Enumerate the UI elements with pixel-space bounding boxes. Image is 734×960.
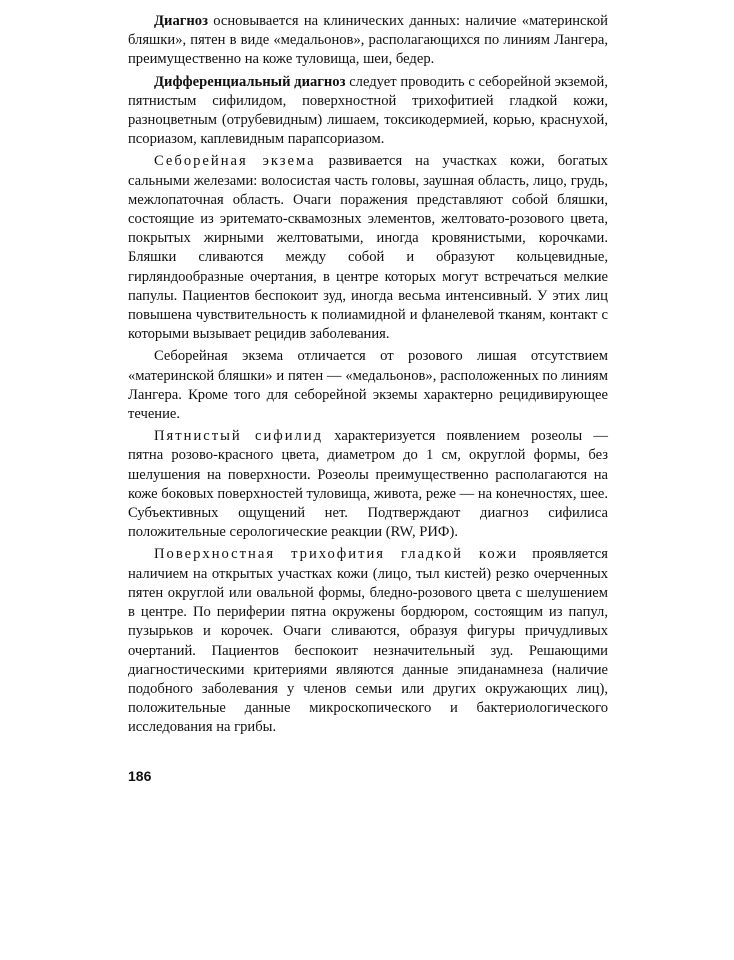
term-superficial-trichophytosis: Поверхностная трихофития гладкой кожи xyxy=(154,546,519,563)
paragraph-text: развивается на участках кожи, богатых сальными железами: волосистая часть головы, заушная область, лицо, грудь, межлопаточная область. Очаги поражения представляют собой бляшки, состоящие из эритемато-сквамозных элементов, желтовато-розового цвета, покрытых жирными желтоватыми, иногда кровянистыми, корочками. Бляшки сливаются между собой и образуют кольцевидные, гирляндообразные очертания, в центре которых могут встречаться мелкие папулы. Пациентов беспокоит зуд, иногда весьма интенсивный. У этих лиц повышена чувствительность к полиамидной и фланелевой тканям, контакт с которыми вызывает рецидив заболевания. xyxy=(128,153,608,343)
paragraph-diagnosis xyxy=(128,12,608,70)
paragraph-seborrheic-eczema-difference xyxy=(128,347,608,424)
paragraph-text: следует проводить с себорейной экземой, пятнистым сифилидом, поверхностной трихофитией гладкой кожи, разноцветным (отрубевидным) лишаем, токсикодермией, корью, краснухой, псориазом, каплевидным парапсориазом. xyxy=(128,73,608,148)
paragraph-text: характеризуется появлением розеолы — пятна розово-красного цвета, диаметром до 1 см, округлой формы, без шелушения на поверхности. Розеолы преимущественно располагаются на коже боковых поверхностей туловища, живота, реже — на конечностях, шее. Субъективных ощущений нет. Подтверждают диагноз сифилиса положительные серологические реакции (RW, РИФ). xyxy=(128,428,608,541)
page-body xyxy=(128,12,608,741)
paragraph-superficial-trichophytosis xyxy=(128,545,608,737)
paragraph-text: основывается на клинических данных: наличие «материнской бляшки», пятен в виде «медальонов», располагающихся по линиям Лангера, преимущественно на коже туловища, шеи, бедер. xyxy=(128,13,608,68)
term-diagnosis: Диагноз xyxy=(154,13,208,29)
paragraph-differential-diagnosis xyxy=(128,73,608,150)
term-differential-diagnosis: Дифференциальный диагноз xyxy=(154,73,346,90)
paragraph-macular-syphilid xyxy=(128,427,608,542)
page-number: 186 xyxy=(128,768,152,784)
paragraph-seborrheic-eczema xyxy=(128,152,608,344)
paragraph-text: проявляется наличием на открытых участках кожи (лицо, тыл кистей) резко очерченных пятен округлой или овальной формы, бледно-розового цвета с шелушением в центре. По периферии пятна окружены бордюром, состоящим из папул, пузырьков и корочек. Очаги сливаются, образуя фигуры причудливых очертаний. Пациентов беспокоит незначительный зуд. Решающими диагностическими критериями являются данные эпиданамнеза (наличие подобного заболевания у членов семьи или других окружающих лиц), положительные данные микроскопического и бактериологического исследования на грибы. xyxy=(128,546,608,736)
term-seborrheic-eczema: Себорейная экзема xyxy=(154,153,316,170)
paragraph-text: Себорейная экзема отличается от розового лишая отсутствием «материнской бляшки» и пятен — «медальонов», расположенных по линиям Лангера. Кроме того для себорейной экземы характерно рецидивирующее течение. xyxy=(128,348,608,423)
term-macular-syphilid: Пятнистый сифилид xyxy=(154,428,324,445)
